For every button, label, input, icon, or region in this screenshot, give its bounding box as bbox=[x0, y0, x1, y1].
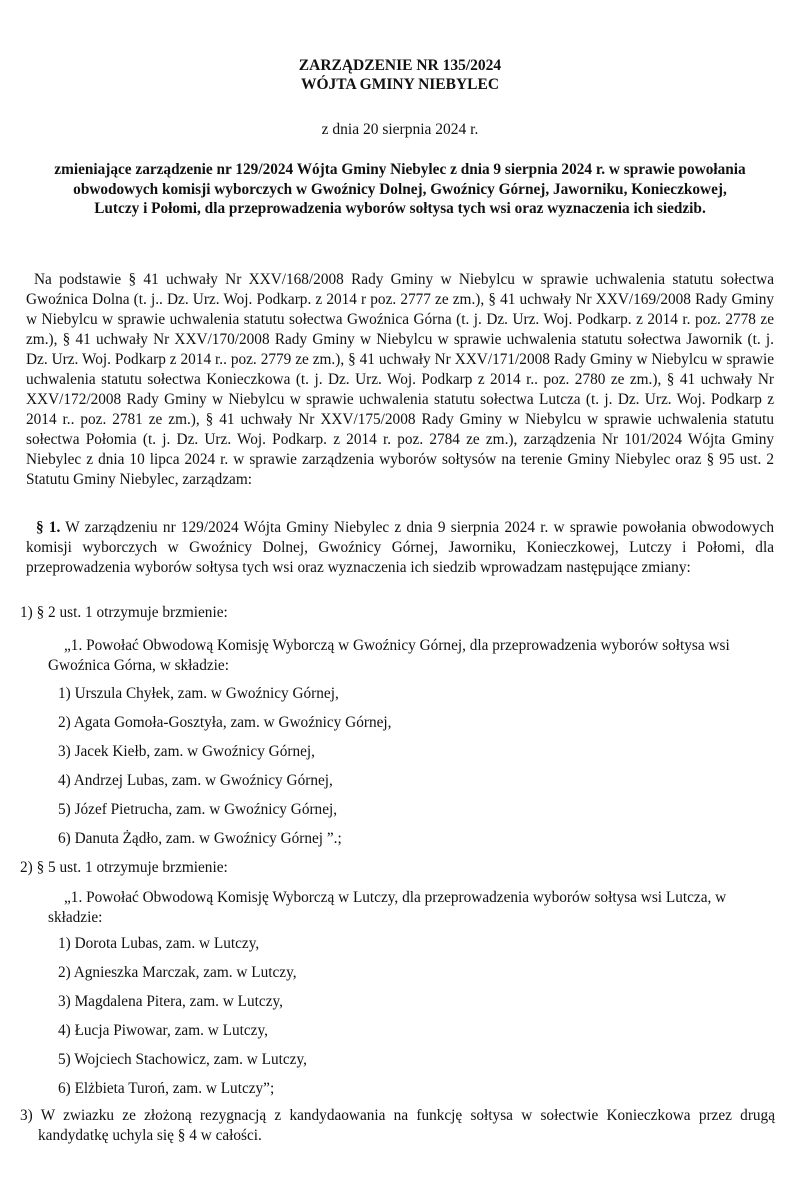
item-1-member: 4) Andrzej Lubas, zam. w Gwoźnicy Górnej, bbox=[58, 772, 333, 789]
title-line-2: WÓJTA GMINY NIEBYLEC bbox=[300, 76, 500, 93]
item-2-member: 5) Wojciech Stachowicz, zam. w Lutczy, bbox=[58, 1051, 307, 1068]
section-1-text: W zarządzeniu nr 129/2024 Wójta Gminy Niebylec z dnia 9 sierpnia 2024 r. w sprawie powołania obwodowych komisji wyborczych w Gwoźnicy Dolnej, Gwoźnicy Górnej, Jaworniku, Konieczkowej, Lutczy i Połomi, dla przeprowadzenia wyborów sołtysa tych wsi oraz wyznaczenia ich siedzib wprowadzam następujące zmiany: bbox=[26, 519, 774, 576]
document-date: z dnia 20 sierpnia 2024 r. bbox=[321, 121, 479, 138]
item-1-heading: 1) § 2 ust. 1 otrzymuje brzmienie: bbox=[20, 604, 228, 621]
item-2-member: 1) Dorota Lubas, zam. w Lutczy, bbox=[58, 935, 260, 952]
document-subject: zmieniające zarządzenie nr 129/2024 Wójta Gminy Niebylec z dnia 9 sierpnia 2024 r. w sprawie powołania obwodowych komisji wyborczych w Gwoźnicy Dolnej, Gwoźnicy Górnej, Jaworniku, Konieczkowej, Lutczy i Połomi, dla przeprowadzenia wyborów sołtysa tych wsi oraz wyznaczenia ich siedzib. bbox=[54, 161, 746, 217]
item-2-member: 2) Agnieszka Marczak, zam. w Lutczy, bbox=[58, 964, 297, 981]
item-1-member: 2) Agata Gomoła-Gosztyła, zam. w Gwoźnicy Górnej, bbox=[58, 714, 392, 731]
legal-basis-paragraph: Na podstawie § 41 uchwały Nr XXV/168/2008 Rady Gminy w Niebylcu w sprawie uchwalenia statutu sołectwa Gwoźnica Dolna (t. j.. Dz. Urz. Woj. Podkarp. z 2014 r poz. 2777 ze zm.), § 41 uchwały Nr XXV/169/2008 Rady Gminy w Niebylcu w sprawie uchwalenia statutu sołectwa Gwoźnica Górna (t. j. Dz. Urz. Woj. Podkarp. z 2014 r. poz. 2778 ze zm.), § 41 uchwały Nr XXV/170/2008 Rady Gminy w Niebylcu w sprawie uchwalenia statutu sołectwa Jawornik (t. j. Dz. Urz. Woj. Podkarp z 2014 r.. poz. 2779 ze zm.), § 41 uchwały Nr XXV/171/2008 Rady Gminy w Niebylcu w sprawie uchwalenia statutu sołectwa Konieczkowa (t. j. Dz. Urz. Woj. Podkarp z 2014 r.. poz. 2780 ze zm.), § 41 uchwały Nr XXV/172/2008 Rady Gminy w Niebylcu w sprawie uchwalenia statutu sołectwa Lutcza (t. j. Dz. Urz. Woj. Podkarp z 2014 r.. poz. 2781 ze zm.), § 41 uchwały Nr XXV/175/2008 Rady Gminy w Niebylcu w sprawie uchwalenia statutu sołectwa Połomia (t. j. Dz. Urz. Woj. Podkarp. z 2014 r. poz. 2784 ze zm.), zarządzenia Nr 101/2024 Wójta Gminy Niebylec z dnia 10 lipca 2024 r. w sprawie zarządzenia wyborów sołtysów na terenie Gminy Niebylec oraz § 95 ust. 2 Statutu Gminy Niebylec, zarządzam: bbox=[26, 271, 774, 488]
item-1-member: 5) Józef Pietrucha, zam. w Gwoźnicy Górnej, bbox=[58, 801, 338, 818]
section-1-marker: § 1. bbox=[36, 519, 61, 536]
section-1-paragraph bbox=[26, 518, 774, 578]
item-1-member: 1) Urszula Chyłek, zam. w Gwoźnicy Górnej, bbox=[58, 685, 339, 702]
item-1-quote: „1. Powołać Obwodową Komisję Wyborczą w Gwoźnicy Górnej, dla przeprowadzenia wyborów sołtysa wsi Gwoźnica Górna, w składzie: bbox=[48, 637, 730, 674]
item-1-member: 6) Danuta Żądło, zam. w Gwoźnicy Górnej ”.; bbox=[58, 830, 342, 847]
item-1-member: 3) Jacek Kiełb, zam. w Gwoźnicy Górnej, bbox=[58, 743, 315, 760]
item-2-member: 4) Łucja Piwowar, zam. w Lutczy, bbox=[58, 1022, 268, 1039]
item-2-quote: „1. Powołać Obwodową Komisję Wyborczą w Lutczy, dla przeprowadzenia wyborów sołtysa wsi Lutcza, w składzie: bbox=[48, 889, 727, 926]
item-3-paragraph: 3) W zwiazku ze złożoną rezygnacją z kandydaowania na funkcję sołtysa w sołectwie Konieczkowa przez drugą kandydatkę uchyla się § 4 w całości. bbox=[20, 1107, 775, 1144]
title-line-1: ZARZĄDZENIE NR 135/2024 bbox=[298, 57, 502, 74]
item-2-member: 6) Elżbieta Turoń, zam. w Lutczy”; bbox=[58, 1080, 275, 1097]
item-2-heading: 2) § 5 ust. 1 otrzymuje brzmienie: bbox=[20, 859, 228, 876]
document-title bbox=[0, 56, 800, 94]
item-2-member: 3) Magdalena Pitera, zam. w Lutczy, bbox=[58, 993, 283, 1010]
